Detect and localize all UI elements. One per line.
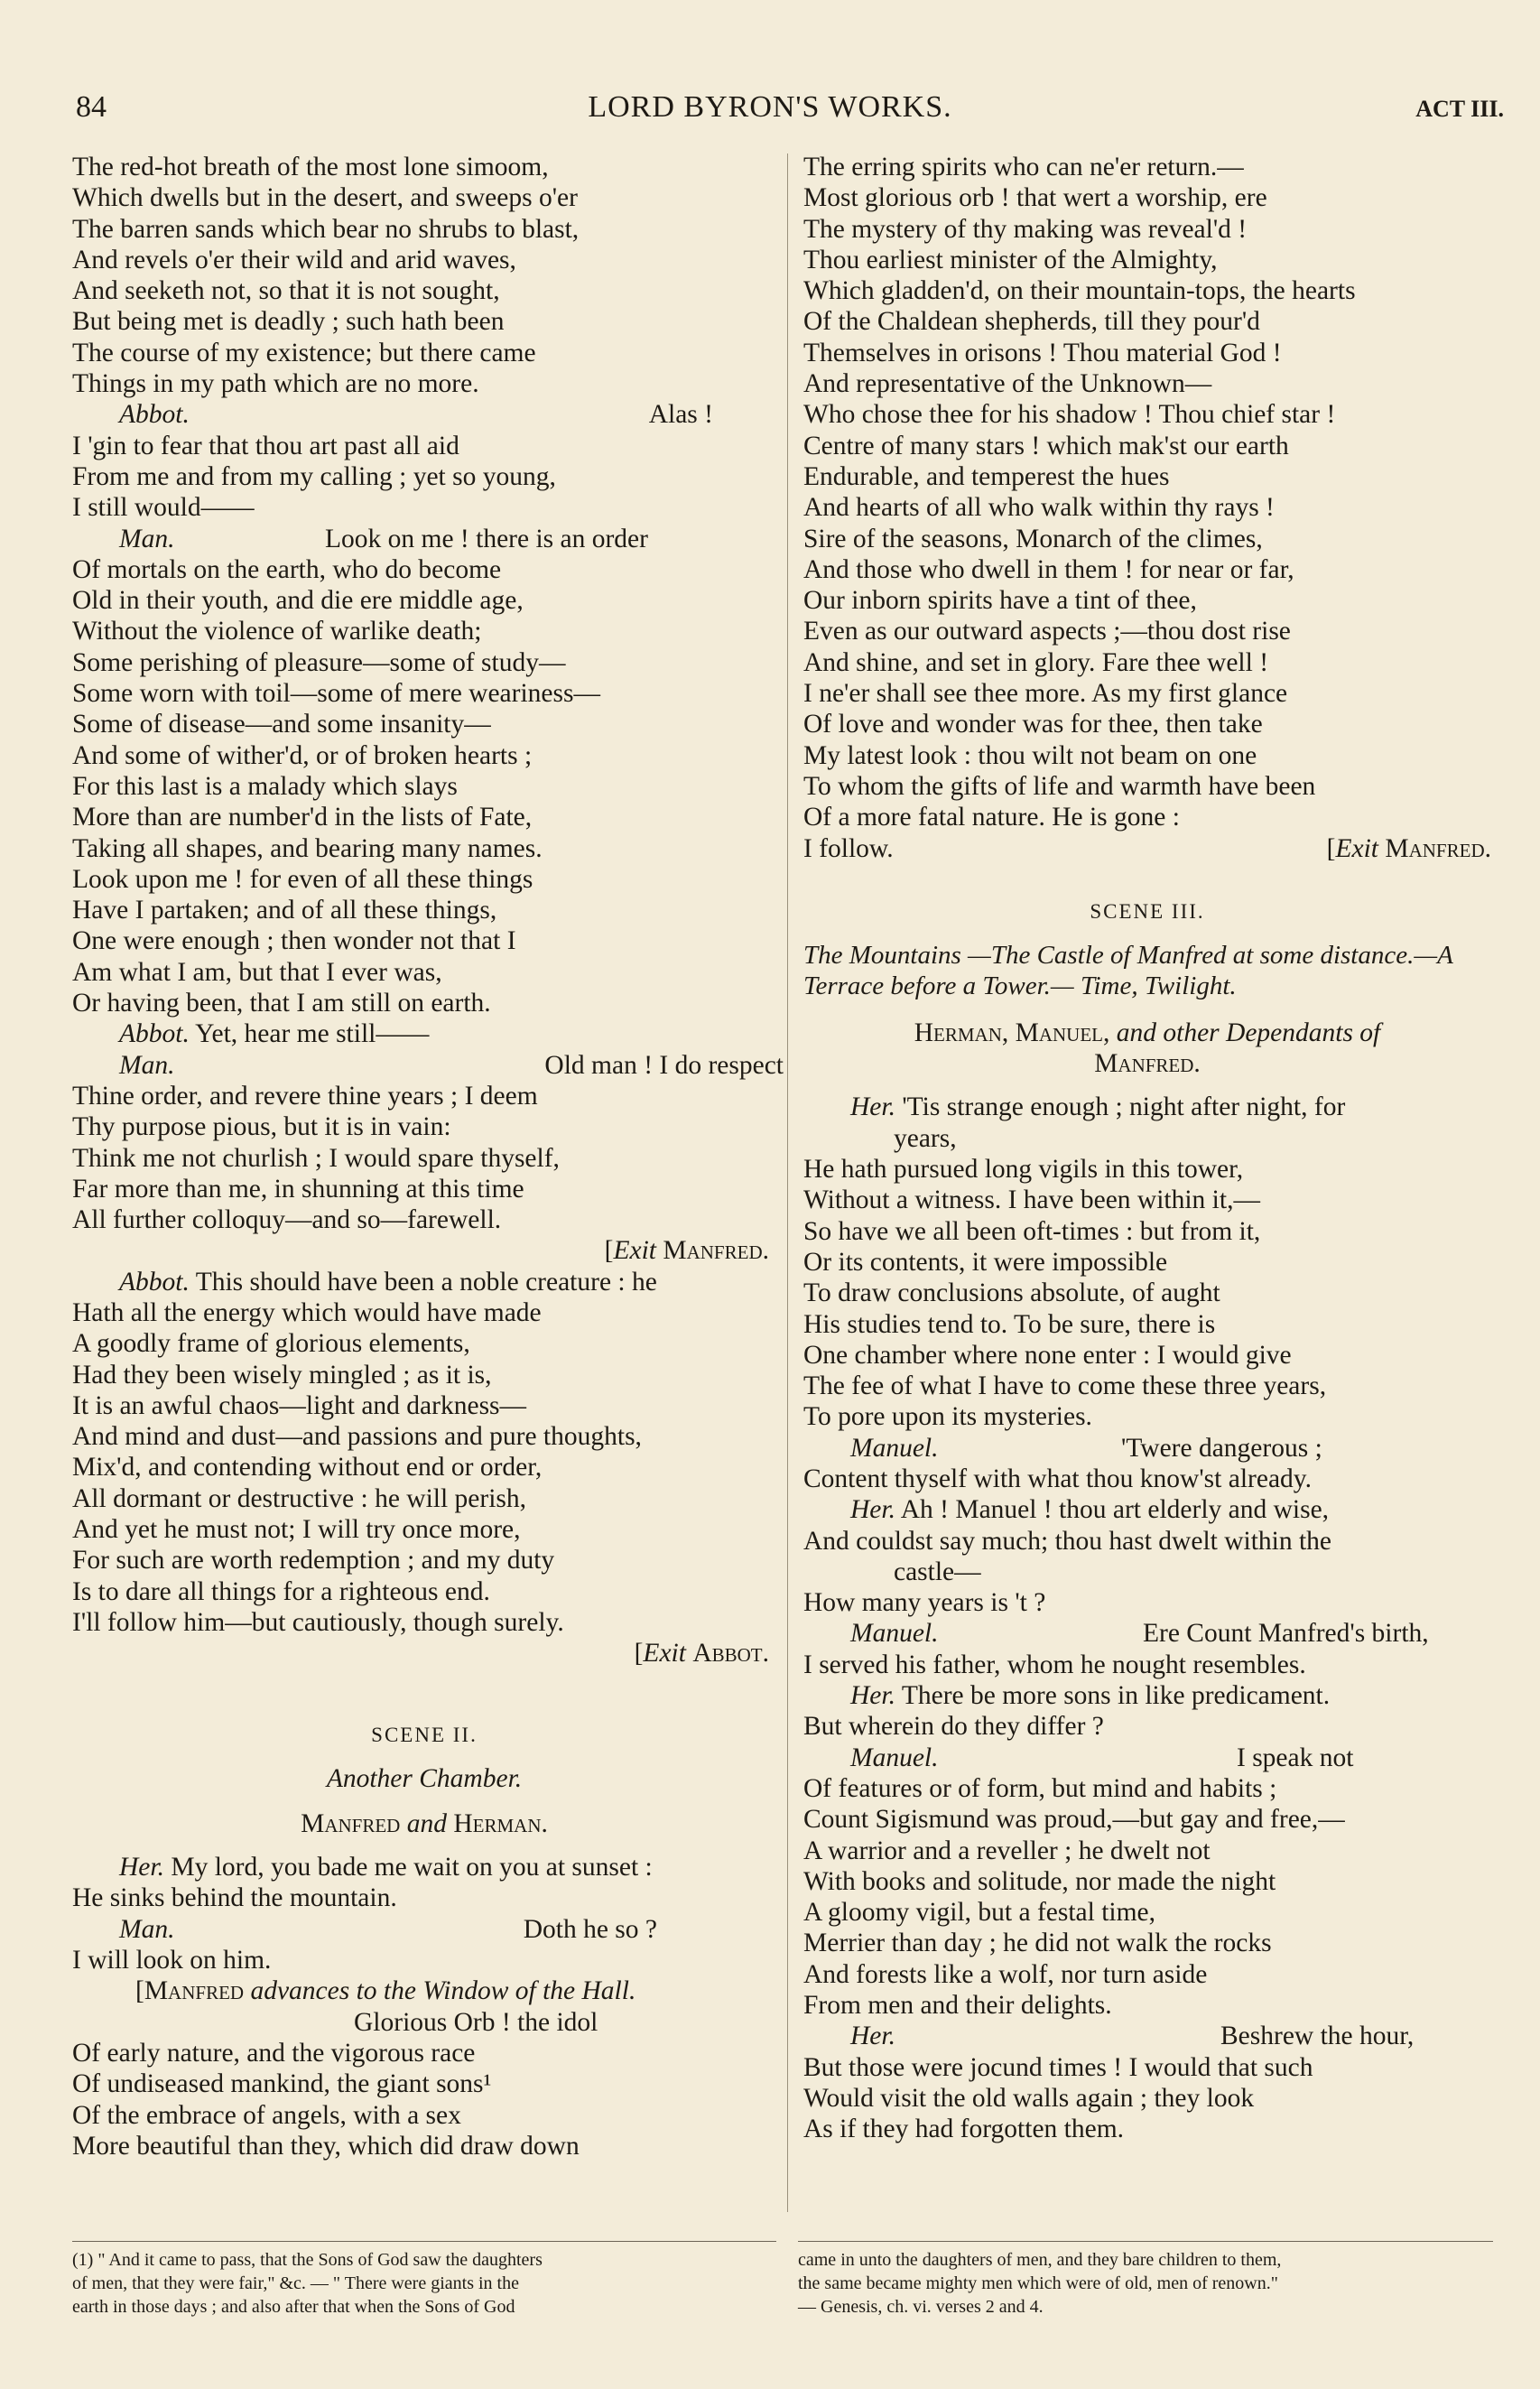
scene-heading: SCENE III. bbox=[1090, 899, 1205, 923]
verse-line: He sinks behind the mountain. bbox=[72, 1883, 397, 1913]
verse-line: The erring spirits who can ne'er return.— bbox=[803, 153, 1244, 181]
verse-line: Who chose thee for his shadow ! Thou chief star ! bbox=[803, 400, 1336, 430]
character-name: Herman. bbox=[453, 1808, 548, 1838]
verse-line: From men and their delights. bbox=[803, 1991, 1112, 2021]
verse-text: Alas ! bbox=[648, 400, 713, 430]
speaker-name: Man. bbox=[119, 1050, 175, 1080]
verse-line: His studies tend to. To be sure, there is bbox=[803, 1309, 1216, 1339]
verse-line: Of features or of form, but mind and habits ; bbox=[803, 1773, 1277, 1803]
verse-continuation: castle— bbox=[894, 1557, 981, 1586]
scene-characters bbox=[803, 1048, 1491, 1079]
verse-line: Of a more fatal nature. He is gone : bbox=[803, 803, 1180, 832]
stage-direction: [Exit Abbot. bbox=[634, 1639, 769, 1669]
verse-line: For this last is a malady which slays bbox=[72, 771, 458, 801]
verse-line: Or having been, that I am still on earth. bbox=[72, 989, 491, 1018]
verse-line: I'll follow him—but cautiously, though surely. bbox=[72, 1607, 564, 1637]
speaker-name: Her. bbox=[850, 2022, 895, 2051]
speaker-name: Her. bbox=[850, 1495, 895, 1525]
verse-text: I follow. bbox=[803, 833, 894, 863]
verse-line: Some perishing of pleasure—some of study— bbox=[72, 647, 566, 677]
verse-line: And couldst say much; thou hast dwelt within the bbox=[803, 1526, 1332, 1556]
verse-line: Would visit the old walls again ; they look bbox=[803, 2083, 1255, 2113]
verse-line: And shine, and set in glory. Fare thee well ! bbox=[803, 647, 1269, 677]
speech-line bbox=[803, 1618, 1491, 1649]
verse-line: All further colloquy—and so—farewell. bbox=[72, 1205, 502, 1235]
verse-line: It is an awful chaos—light and darkness— bbox=[72, 1390, 527, 1420]
verse-line: Taking all shapes, and bearing many names. bbox=[72, 833, 543, 863]
verse-line: Of undiseased mankind, the giant sons¹ bbox=[72, 2069, 492, 2099]
verse-line: Thy purpose pious, but it is in vain: bbox=[72, 1112, 451, 1142]
verse-line: And forests like a wolf, nor turn aside bbox=[803, 1959, 1208, 1989]
verse-line: The red-hot breath of the most lone simoom, bbox=[72, 153, 549, 181]
character-name: Manfred. bbox=[663, 1236, 769, 1266]
stage-text: advances to the Window of the Hall. bbox=[250, 1976, 636, 2006]
stage-text: and other Dependants of bbox=[1116, 1018, 1381, 1047]
verse-line: Merrier than day ; he did not walk the rocks bbox=[803, 1929, 1272, 1958]
verse-line: How many years is 't ? bbox=[803, 1588, 1046, 1618]
verse-line: Most glorious orb ! that wert a worship, ere bbox=[803, 183, 1267, 213]
verse-line: Which gladden'd, on their mountain-tops, the hearts bbox=[803, 276, 1356, 306]
speech-line bbox=[803, 2021, 1491, 2051]
speaker-name: Her. bbox=[850, 1681, 895, 1711]
verse-line: Things in my path which are no more. bbox=[72, 369, 479, 399]
speech-line bbox=[803, 1743, 1491, 1773]
verse-line: Old in their youth, and die ere middle age, bbox=[72, 586, 524, 616]
verse-text: Old man ! I do respect bbox=[544, 1050, 784, 1080]
verse-line: Themselves in orisons ! Thou material God ! bbox=[803, 338, 1282, 367]
speaker-name: Man. bbox=[119, 524, 175, 553]
running-title: LORD BYRON'S WORKS. bbox=[588, 90, 952, 124]
verse-line: Thine order, and revere thine years ; I deem bbox=[72, 1081, 538, 1111]
verse-line: Even as our outward aspects ;—thou dost rise bbox=[803, 617, 1291, 646]
verse-block bbox=[72, 1297, 776, 1638]
verse-line: More beautiful than they, which did draw down bbox=[72, 2131, 580, 2161]
verse-line: I 'gin to fear that thou art past all aid bbox=[72, 431, 459, 460]
speaker-name: Her. bbox=[850, 1092, 895, 1122]
verse-line: And yet he must not; I will try once more, bbox=[72, 1515, 521, 1545]
verse-line: Endurable, and temperest the hues bbox=[803, 461, 1170, 491]
speech-line bbox=[72, 399, 776, 430]
speech-line bbox=[803, 1680, 1491, 1711]
speech-line bbox=[803, 1092, 1491, 1122]
verse-line: Far more than me, in shunning at this time bbox=[72, 1174, 524, 1204]
verse-text: Ah ! Manuel ! thou art elderly and wise, bbox=[900, 1495, 1330, 1525]
verse-line: And those who dwell in them ! for near or far, bbox=[803, 554, 1294, 584]
verse-line: Which dwells but in the desert, and sweeps o'er bbox=[72, 183, 578, 213]
verse-line: Count Sigismund was proud,—but gay and free,— bbox=[803, 1805, 1345, 1835]
footnote-line: came in unto the daughters of men, and they bare children to them, bbox=[798, 2250, 1282, 2270]
speaker-name: Her. bbox=[119, 1853, 164, 1882]
speaker-name: Abbot. bbox=[119, 1267, 190, 1297]
speech-line bbox=[72, 1852, 776, 1882]
verse-line: To pore upon its mysteries. bbox=[803, 1402, 1092, 1432]
verse-text: Ere Count Manfred's birth, bbox=[1143, 1619, 1429, 1649]
scene-characters bbox=[72, 1808, 776, 1839]
character-name: Manfred. bbox=[1094, 1049, 1201, 1079]
verse-line: Am what I am, but that I ever was, bbox=[72, 957, 442, 987]
footnote-rule bbox=[798, 2241, 1493, 2242]
verse-line: Our inborn spirits have a tint of thee, bbox=[803, 586, 1197, 616]
verse-line: A goodly frame of glorious elements, bbox=[72, 1329, 470, 1359]
verse-text: My lord, you bade me wait on you at sunset : bbox=[171, 1853, 653, 1882]
verse-line: And some of wither'd, or of broken hearts ; bbox=[72, 740, 533, 770]
verse-text: I speak not bbox=[1237, 1743, 1354, 1772]
footnote-rule bbox=[72, 2241, 776, 2242]
column-divider bbox=[787, 153, 788, 2212]
verse-line: And hearts of all who walk within thy rays ! bbox=[803, 493, 1275, 523]
verse-line: Had they been wisely mingled ; as it is, bbox=[72, 1360, 492, 1390]
verse-line: One were enough ; then wonder not that I bbox=[72, 926, 516, 956]
verse-line: Centre of many stars ! which mak'st our earth bbox=[803, 431, 1289, 460]
speech-line bbox=[72, 1267, 776, 1297]
verse-line: And representative of the Unknown— bbox=[803, 369, 1212, 399]
verse-line: I will look on him. bbox=[72, 1946, 272, 1975]
character-name: Abbot. bbox=[692, 1639, 769, 1669]
footnote-line: of men, that they were fair," &c. — " There were giants in the bbox=[72, 2273, 519, 2293]
scene-heading: SCENE II. bbox=[371, 1723, 478, 1746]
footnote-left bbox=[72, 2248, 776, 2319]
stage-direction: [Exit Manfred. bbox=[604, 1236, 769, 1266]
verse-line: Hath all the energy which would have made bbox=[72, 1297, 542, 1327]
speech-line bbox=[72, 524, 776, 554]
footnote-line: the same became mighty men which were of old, men of renown." bbox=[798, 2273, 1278, 2293]
speaker-name: Abbot. bbox=[119, 400, 190, 430]
speaker-name: Manuel. bbox=[850, 1619, 939, 1649]
speech-line bbox=[803, 1494, 1491, 1525]
exit-word: Exit bbox=[613, 1236, 656, 1266]
verse-line: A gloomy vigil, but a festal time, bbox=[803, 1898, 1156, 1928]
verse-line: Look upon me ! for even of all these things bbox=[72, 864, 533, 894]
verse-line: Sire of the seasons, Monarch of the climes, bbox=[803, 524, 1263, 553]
verse-line: Thou earliest minister of the Almighty, bbox=[803, 245, 1218, 274]
verse-text: There be more sons in like predicament. bbox=[901, 1681, 1331, 1711]
exit-word: Exit bbox=[643, 1639, 686, 1669]
verse-text: 'Tis strange enough ; night after night, for bbox=[902, 1092, 1346, 1122]
verse-line: From me and from my calling ; yet so young, bbox=[72, 461, 556, 491]
verse-line: And revels o'er their wild and arid waves, bbox=[72, 245, 516, 274]
speaker-name: Manuel. bbox=[850, 1743, 939, 1772]
verse-line: I served his father, whom he nought resembles. bbox=[803, 1650, 1306, 1679]
right-column bbox=[803, 152, 1491, 2145]
footnote-line: — Genesis, ch. vi. verses 2 and 4. bbox=[798, 2297, 1044, 2317]
verse-line: I ne'er shall see thee more. As my first glance bbox=[803, 679, 1288, 709]
character-name: Manfred bbox=[301, 1808, 401, 1838]
verse-block bbox=[72, 554, 776, 1018]
verse-continuation: years, bbox=[894, 1123, 957, 1153]
verse-text: Look on me ! there is an order bbox=[325, 524, 648, 553]
left-column bbox=[72, 152, 784, 2161]
character-name: Herman, Manuel, bbox=[914, 1018, 1110, 1047]
verse-line: And seeketh not, so that it is not sought, bbox=[72, 276, 500, 306]
verse-line: Or its contents, it were impossible bbox=[803, 1247, 1168, 1277]
verse-block bbox=[72, 431, 776, 524]
verse-text: Doth he so ? bbox=[523, 1914, 657, 1944]
verse-line: So have we all been oft-times : but from it, bbox=[803, 1216, 1261, 1246]
verse-block bbox=[803, 1773, 1491, 2021]
speaker-name: Abbot. bbox=[119, 1019, 190, 1049]
speaker-name: Manuel. bbox=[850, 1433, 939, 1463]
verse-line: Of the embrace of angels, with a sex bbox=[72, 2100, 461, 2130]
verse-line: Without a witness. I have been within it,— bbox=[803, 1185, 1260, 1215]
stage-direction: [Manfred advances to the Window of the Hall. bbox=[135, 1976, 636, 2006]
verse-text: Yet, hear me still—— bbox=[195, 1019, 430, 1049]
footnote-line: earth in those days ; and also after that when the Sons of God bbox=[72, 2297, 515, 2317]
verse-block bbox=[72, 152, 776, 399]
verse-line: But being met is deadly ; such hath been bbox=[72, 307, 505, 337]
verse-text: 'Twere dangerous ; bbox=[1121, 1433, 1322, 1463]
verse-line: The barren sands which bear no shrubs to blast, bbox=[72, 214, 580, 244]
verse-line: More than are number'd in the lists of Fate, bbox=[72, 803, 533, 832]
verse-line: The course of my existence; but there came bbox=[72, 338, 536, 367]
footnote-right bbox=[798, 2248, 1493, 2319]
verse-line: Of mortals on the earth, who do become bbox=[72, 554, 502, 584]
character-name: Manfred. bbox=[1385, 833, 1491, 863]
verse-text: This should have been a noble creature : he bbox=[195, 1267, 657, 1297]
verse-line: Have I partaken; and of all these things, bbox=[72, 896, 497, 925]
verse-line: I still would—— bbox=[72, 493, 255, 523]
speech-line bbox=[72, 1914, 776, 1945]
verse-line: The fee of what I have to come these three years, bbox=[803, 1371, 1327, 1401]
verse-line: Of the Chaldean shepherds, till they pour'd bbox=[803, 307, 1260, 337]
scene-setting: The Mountains —The Castle of Manfred at some distance.—A Terrace before a Tower.— Time, Twilight. bbox=[803, 940, 1453, 1000]
verse-line: Of love and wonder was for thee, then take bbox=[803, 710, 1263, 739]
verse-line: Content thyself with what thou know'st already. bbox=[803, 1464, 1312, 1493]
verse-line: But those were jocund times ! I would that such bbox=[803, 2052, 1313, 2082]
verse-line: Think me not churlish ; I would spare thyself, bbox=[72, 1143, 560, 1173]
verse-block bbox=[803, 2052, 1491, 2145]
verse-line: Mix'd, and contending without end or order, bbox=[72, 1453, 543, 1483]
verse-line: For such are worth redemption ; and my duty bbox=[72, 1546, 555, 1576]
verse-line: Some of disease—and some insanity— bbox=[72, 710, 491, 739]
verse-line: A warrior and a reveller ; he dwelt not bbox=[803, 1836, 1211, 1865]
page-header bbox=[0, 90, 1540, 135]
verse-line: With books and solitude, nor made the night bbox=[803, 1866, 1276, 1896]
character-name: Manfred bbox=[144, 1976, 245, 2006]
conjunction: and bbox=[406, 1808, 447, 1838]
verse-line: Without the violence of warlike death; bbox=[72, 617, 482, 646]
verse-line: To whom the gifts of life and warmth have been bbox=[803, 771, 1316, 801]
verse-line: All dormant or destructive : he will perish, bbox=[72, 1483, 527, 1513]
exit-word: Exit bbox=[1335, 833, 1378, 863]
verse-block bbox=[72, 2038, 776, 2161]
speaker-name: Man. bbox=[119, 1914, 175, 1944]
verse-line: He hath pursued long vigils in this tower, bbox=[803, 1155, 1244, 1185]
speech-line bbox=[72, 1018, 776, 1049]
scene-setting: Another Chamber. bbox=[326, 1763, 523, 1793]
scene-characters bbox=[803, 1018, 1491, 1048]
verse-line: But wherein do they differ ? bbox=[803, 1712, 1104, 1742]
verse-line: Is to dare all things for a righteous end. bbox=[72, 1576, 490, 1606]
speech-line: I follow. [Exit Manfred. bbox=[803, 833, 1491, 863]
verse-line: And mind and dust—and passions and pure thoughts, bbox=[72, 1422, 642, 1452]
verse-text: Beshrew the hour, bbox=[1220, 2022, 1415, 2051]
speech-line bbox=[72, 1050, 784, 1081]
verse-block bbox=[803, 152, 1491, 833]
footnote-line: (1) " And it came to pass, that the Sons of God saw the daughters bbox=[72, 2250, 543, 2270]
verse-block bbox=[803, 1154, 1491, 1433]
verse-line: To draw conclusions absolute, of aught bbox=[803, 1278, 1220, 1308]
verse-line: Glorious Orb ! the idol bbox=[354, 2007, 598, 2037]
verse-line: My latest look : thou wilt not beam on one bbox=[803, 740, 1257, 770]
verse-line: Some worn with toil—some of mere weariness— bbox=[72, 679, 600, 709]
speech-line bbox=[803, 1433, 1491, 1464]
verse-line: One chamber where none enter : I would give bbox=[803, 1340, 1292, 1370]
verse-line: The mystery of thy making was reveal'd ! bbox=[803, 214, 1248, 244]
page-number: 84 bbox=[76, 90, 107, 124]
verse-block bbox=[72, 1081, 776, 1235]
verse-line: As if they had forgotten them. bbox=[803, 2115, 1125, 2144]
verse-line: Of early nature, and the vigorous race bbox=[72, 2038, 476, 2068]
act-label: ACT III. bbox=[1415, 96, 1504, 122]
